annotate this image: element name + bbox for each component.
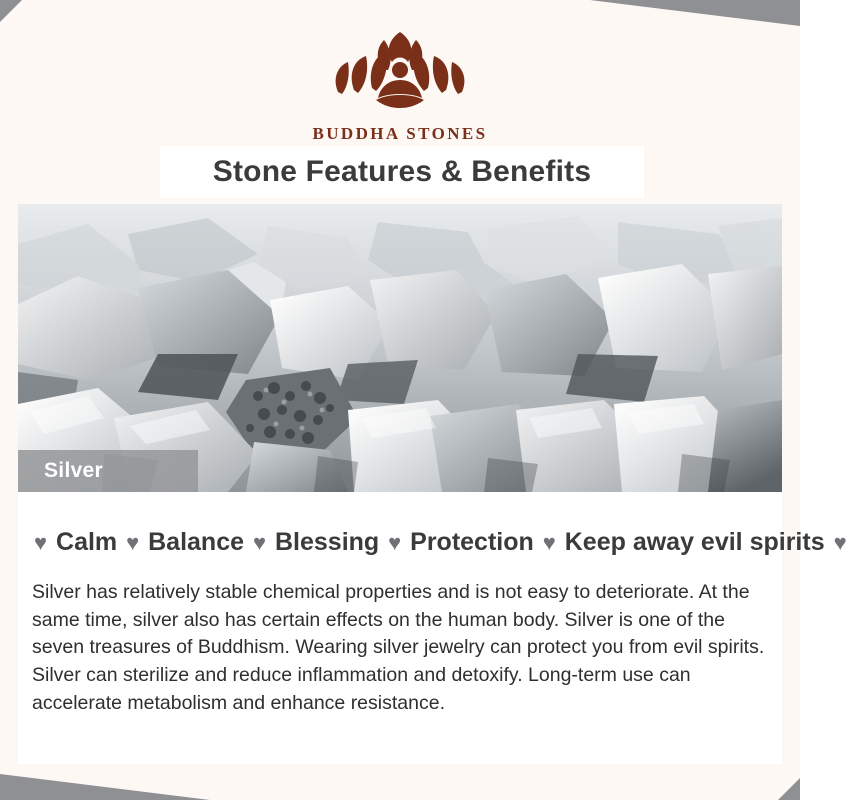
page-title: Stone Features & Benefits bbox=[212, 155, 592, 188]
heart-icon: ♥ bbox=[126, 530, 140, 555]
corner-decoration-top-left bbox=[0, 0, 22, 22]
benefits-line bbox=[18, 528, 847, 557]
heart-icon: ♥ bbox=[34, 530, 48, 555]
hero-image bbox=[18, 204, 782, 492]
benefit-item-2: Blessing bbox=[274, 528, 380, 556]
heart-icon: ♥ bbox=[252, 530, 267, 555]
corner-decoration-top-right bbox=[590, 0, 800, 26]
benefit-item-0: Calm bbox=[56, 528, 118, 556]
content-panel bbox=[18, 492, 847, 764]
heart-icon: ♥ bbox=[833, 530, 847, 555]
corner-decoration-bottom-left bbox=[0, 774, 210, 800]
brand-logo-block bbox=[0, 26, 800, 144]
heart-icon: ♥ bbox=[388, 530, 402, 555]
description-text: Silver has relatively stable chemical properties and is not easy to deteriorate. At the same time, silver also has certain effects on the human body. Silver is one of the seven treasures of Buddhism. Wearing silver jewelry can protect you from evil spirits. Silver can sterilize and reduce inflammation and detoxify. Long-term use can accelerate metabolism and enhance resistance. bbox=[32, 581, 765, 714]
benefit-item-1: Balance bbox=[148, 528, 245, 556]
benefit-item-3: Protection bbox=[410, 528, 534, 556]
lotus-meditation-figure-icon bbox=[0, 26, 800, 118]
heart-icon: ♥ bbox=[542, 530, 556, 555]
stone-name: Silver bbox=[44, 459, 104, 482]
brand-name: BUDDHA STONES bbox=[312, 124, 488, 143]
benefit-item-4: Keep away evil spirits bbox=[564, 528, 825, 556]
title-banner bbox=[160, 146, 644, 198]
corner-decoration-bottom-right bbox=[778, 778, 800, 800]
stone-name-badge bbox=[18, 450, 198, 492]
